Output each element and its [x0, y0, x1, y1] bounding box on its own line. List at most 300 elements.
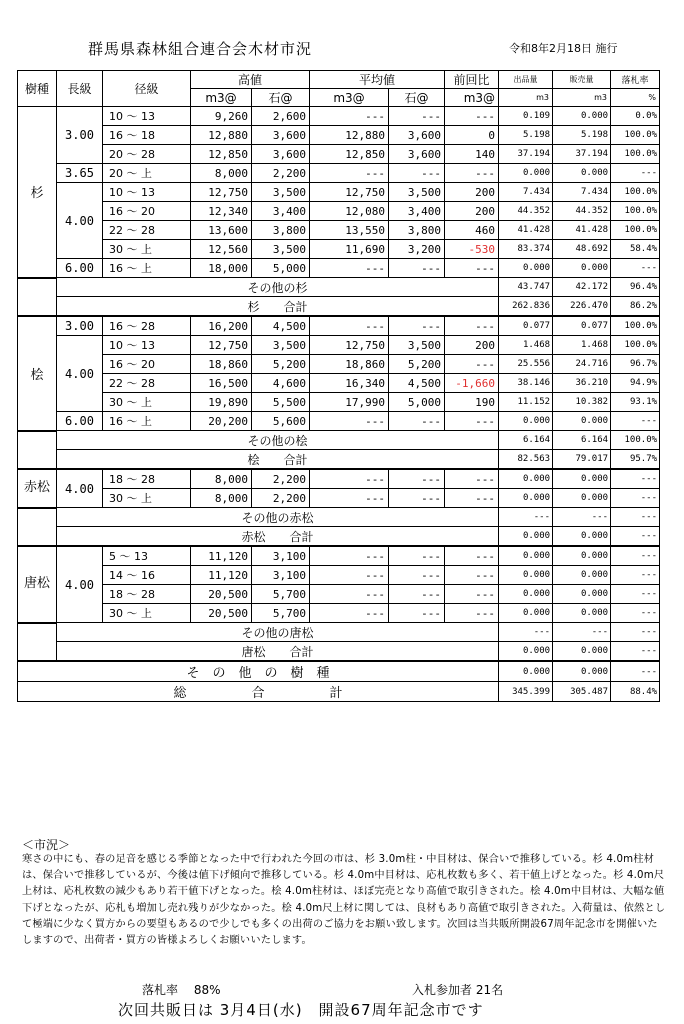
rate-cell: --- — [611, 623, 660, 642]
grand-total-label: 総 合 計 — [18, 682, 499, 702]
rate-cell: 94.9% — [611, 374, 660, 393]
high-koku-cell: 2,200 — [252, 489, 310, 508]
high-koku-cell: 4,500 — [252, 316, 310, 336]
sold-cell: 226.470 — [553, 297, 611, 317]
species-cell: 唐松 — [18, 546, 57, 623]
sold-cell: 24.716 — [553, 355, 611, 374]
diameter-cell: 22 ～ 28 — [103, 221, 191, 240]
diameter-cell: 22 ～ 28 — [103, 374, 191, 393]
prev-diff-cell: --- — [445, 259, 499, 278]
other-species-row — [18, 278, 660, 297]
subtotal-row — [18, 642, 660, 662]
avg-m3-cell: 12,850 — [310, 145, 389, 164]
high-koku-cell: 5,600 — [252, 412, 310, 431]
sold-cell: 10.382 — [553, 393, 611, 412]
high-koku-cell: 2,200 — [252, 164, 310, 183]
high-m3-cell: 16,200 — [191, 316, 252, 336]
rate-cell: 100.0% — [611, 316, 660, 336]
rate-cell: 0.0% — [611, 107, 660, 126]
length-cell: 3.65 — [57, 164, 103, 183]
sold-cell: 42.172 — [553, 278, 611, 297]
rate-cell: --- — [611, 259, 660, 278]
diameter-cell: 30 ～ 上 — [103, 604, 191, 623]
shipped-cell: 43.747 — [499, 278, 553, 297]
length-cell: 4.00 — [57, 183, 103, 259]
high-m3-cell: 8,000 — [191, 489, 252, 508]
avg-m3-cell: --- — [310, 469, 389, 489]
table-row — [18, 183, 660, 202]
table-row — [18, 489, 660, 508]
prev-diff-cell: 200 — [445, 336, 499, 355]
other-tree-species-row — [18, 661, 660, 682]
rate-cell: --- — [611, 489, 660, 508]
diameter-cell: 14 ～ 16 — [103, 566, 191, 585]
shipped-cell: 0.000 — [499, 489, 553, 508]
high-m3-cell: 18,860 — [191, 355, 252, 374]
sold-cell: 41.428 — [553, 221, 611, 240]
header-prev: 前回比 — [445, 71, 499, 89]
shipped-cell: 0.000 — [499, 585, 553, 604]
avg-koku-cell: 5,000 — [389, 393, 445, 412]
rate-cell: --- — [611, 164, 660, 183]
table-row — [18, 107, 660, 126]
shipped-cell: 0.000 — [499, 412, 553, 431]
species-cell-blank — [18, 508, 57, 527]
high-m3-cell: 8,000 — [191, 469, 252, 489]
grand-total-row — [18, 682, 660, 702]
rate-cell: 86.2% — [611, 297, 660, 317]
high-koku-cell: 3,100 — [252, 546, 310, 566]
diameter-cell: 10 ～ 13 — [103, 336, 191, 355]
high-koku-cell: 2,600 — [252, 107, 310, 126]
market-price-table — [17, 70, 660, 702]
table-row — [18, 469, 660, 489]
other-species-row — [18, 623, 660, 642]
table-row — [18, 546, 660, 566]
subtotal-row — [18, 450, 660, 470]
avg-m3-cell: --- — [310, 604, 389, 623]
rate-cell: 100.0% — [611, 126, 660, 145]
header-species: 樹種 — [18, 71, 57, 107]
shipped-cell: 345.399 — [499, 682, 553, 702]
sold-cell: 0.000 — [553, 661, 611, 682]
high-koku-cell: 3,600 — [252, 126, 310, 145]
high-m3-cell: 12,750 — [191, 336, 252, 355]
rate-cell: --- — [611, 585, 660, 604]
sold-cell: 0.000 — [553, 259, 611, 278]
prev-diff-cell: 0 — [445, 126, 499, 145]
prev-diff-cell: -1,660 — [445, 374, 499, 393]
avg-m3-cell: --- — [310, 546, 389, 566]
sold-cell: 79.017 — [553, 450, 611, 470]
species-cell: 赤松 — [18, 469, 57, 508]
rate-cell: --- — [611, 604, 660, 623]
prev-diff-cell: --- — [445, 604, 499, 623]
avg-koku-cell: 3,500 — [389, 183, 445, 202]
shipped-cell: 0.077 — [499, 316, 553, 336]
prev-diff-cell: 460 — [445, 221, 499, 240]
high-koku-cell: 4,600 — [252, 374, 310, 393]
prev-diff-cell: --- — [445, 585, 499, 604]
diameter-cell: 16 ～ 上 — [103, 412, 191, 431]
shipped-cell: 83.374 — [499, 240, 553, 259]
rate-cell: 100.0% — [611, 221, 660, 240]
other-label-cell: その他の赤松 — [57, 508, 499, 527]
species-cell-blank — [18, 527, 57, 547]
shipped-cell: 0.000 — [499, 642, 553, 662]
rate-cell: 96.4% — [611, 278, 660, 297]
avg-koku-cell: --- — [389, 316, 445, 336]
sold-cell: 0.000 — [553, 412, 611, 431]
length-cell: 4.00 — [57, 469, 103, 508]
high-m3-cell: 11,120 — [191, 566, 252, 585]
subtotal-label-cell: 杉 合計 — [57, 297, 499, 317]
avg-koku-cell: --- — [389, 259, 445, 278]
avg-m3-cell: --- — [310, 316, 389, 336]
rate-cell: --- — [611, 527, 660, 547]
high-m3-cell: 12,880 — [191, 126, 252, 145]
high-koku-cell: 5,200 — [252, 355, 310, 374]
shipped-cell: 44.352 — [499, 202, 553, 221]
sold-cell: 37.194 — [553, 145, 611, 164]
prev-diff-cell: --- — [445, 412, 499, 431]
high-m3-cell: 12,750 — [191, 183, 252, 202]
species-cell: 桧 — [18, 316, 57, 431]
prev-diff-cell: 200 — [445, 183, 499, 202]
rate-cell: --- — [611, 566, 660, 585]
table-row — [18, 164, 660, 183]
market-heading: ＜市況＞ — [22, 838, 71, 852]
shipped-cell: 7.434 — [499, 183, 553, 202]
sold-cell: 305.487 — [553, 682, 611, 702]
shipped-cell: 25.556 — [499, 355, 553, 374]
prev-diff-cell: --- — [445, 566, 499, 585]
rate-cell: 95.7% — [611, 450, 660, 470]
rate-cell: --- — [611, 546, 660, 566]
avg-m3-cell: 11,690 — [310, 240, 389, 259]
prev-diff-cell: 140 — [445, 145, 499, 164]
species-cell-blank — [18, 297, 57, 317]
length-cell: 4.00 — [57, 336, 103, 412]
table-row — [18, 393, 660, 412]
other-species-row — [18, 431, 660, 450]
species-cell-blank — [18, 431, 57, 450]
avg-m3-cell: 17,990 — [310, 393, 389, 412]
shipped-cell: 0.109 — [499, 107, 553, 126]
avg-m3-cell: --- — [310, 585, 389, 604]
diameter-cell: 16 ～ 20 — [103, 355, 191, 374]
table-row — [18, 221, 660, 240]
avg-koku-cell: --- — [389, 604, 445, 623]
high-m3-cell: 20,200 — [191, 412, 252, 431]
other-species-row — [18, 508, 660, 527]
sold-cell: 0.077 — [553, 316, 611, 336]
rate-cell: 100.0% — [611, 145, 660, 164]
unit-avg-m3: m3@ — [310, 89, 389, 107]
shipped-cell: --- — [499, 623, 553, 642]
sold-cell: 0.000 — [553, 469, 611, 489]
sold-cell: 5.198 — [553, 126, 611, 145]
species-cell-blank — [18, 623, 57, 642]
unit-shipped: m3 — [499, 89, 553, 107]
avg-m3-cell: 12,750 — [310, 336, 389, 355]
unit-sold: m3 — [553, 89, 611, 107]
rate-cell: 96.7% — [611, 355, 660, 374]
high-koku-cell: 5,700 — [252, 585, 310, 604]
avg-m3-cell: 12,080 — [310, 202, 389, 221]
shipped-cell: 11.152 — [499, 393, 553, 412]
sold-cell: --- — [553, 508, 611, 527]
bidder-count: 入札参加者 21名 — [412, 983, 504, 997]
diameter-cell: 30 ～ 上 — [103, 240, 191, 259]
high-m3-cell: 18,000 — [191, 259, 252, 278]
shipped-cell: 0.000 — [499, 469, 553, 489]
sold-cell: 0.000 — [553, 164, 611, 183]
high-m3-cell: 16,500 — [191, 374, 252, 393]
prev-diff-cell: 200 — [445, 202, 499, 221]
other-label-cell: その他の唐松 — [57, 623, 499, 642]
rate-cell: --- — [611, 508, 660, 527]
length-cell: 3.00 — [57, 107, 103, 164]
high-koku-cell: 3,500 — [252, 183, 310, 202]
table-row — [18, 566, 660, 585]
diameter-cell: 20 ～ 上 — [103, 164, 191, 183]
subtotal-label-cell: 赤松 合計 — [57, 527, 499, 547]
avg-m3-cell: --- — [310, 164, 389, 183]
sold-cell: 44.352 — [553, 202, 611, 221]
shipped-cell: 0.000 — [499, 259, 553, 278]
unit-high-koku: 石@ — [252, 89, 310, 107]
high-m3-cell: 12,560 — [191, 240, 252, 259]
avg-koku-cell: --- — [389, 546, 445, 566]
avg-m3-cell: --- — [310, 566, 389, 585]
subtotal-row — [18, 297, 660, 317]
subtotal-label-cell: 桧 合計 — [57, 450, 499, 470]
diameter-cell: 16 ～ 20 — [103, 202, 191, 221]
rate-cell: 100.0% — [611, 202, 660, 221]
unit-prev: m3@ — [445, 89, 499, 107]
high-koku-cell: 5,000 — [252, 259, 310, 278]
overall-bid-rate: 落札率 88% — [142, 983, 221, 997]
table-row — [18, 355, 660, 374]
sold-cell: 0.000 — [553, 546, 611, 566]
sold-cell: 0.000 — [553, 527, 611, 547]
header-length: 長級 — [57, 71, 103, 107]
length-cell: 4.00 — [57, 546, 103, 623]
sold-cell: 0.000 — [553, 585, 611, 604]
avg-koku-cell: --- — [389, 585, 445, 604]
diameter-cell: 18 ～ 28 — [103, 585, 191, 604]
avg-koku-cell: 3,400 — [389, 202, 445, 221]
high-koku-cell: 3,100 — [252, 566, 310, 585]
prev-diff-cell: --- — [445, 546, 499, 566]
avg-koku-cell: 5,200 — [389, 355, 445, 374]
prev-diff-cell: --- — [445, 489, 499, 508]
header-rate: 落札率 — [611, 71, 660, 89]
other-label-cell: その他の桧 — [57, 431, 499, 450]
diameter-cell: 18 ～ 28 — [103, 469, 191, 489]
length-cell: 6.00 — [57, 259, 103, 278]
market-commentary: 寒さの中にも、春の足音を感じる季節となった中で行われた今回の市は、杉 3.0m柱・中目材は、保合いで推移している。杉 4.0m柱材は、保合いで推移しているが、今後は値下げ傾向で推移している。杉 4.0m中目材は、応札枚数も多く、若干値上げとなった。杉 4.0m尺上材は、応札枚数の減少もあり若干値下げとなった。桧 4.0m柱材は、ほぼ完売となり高値で取引きされた。桧 4.0m中目材は、大幅な値下げとなったが、応札も増加し売れ残りが少なかった。桧 4.0m尺上材に関しては、良材もあり高値で取引きされた。入荷量は、依然として極端に少なく買方からの要望もあるので少しでも多くの出荷のご協力をお願い致します。次回は当共販所開設67周年記念市を開催いたしますので、出荷者・買方の皆様よろしくお願いいたします。 — [22, 854, 666, 947]
shipped-cell: 41.428 — [499, 221, 553, 240]
table-row — [18, 336, 660, 355]
table-body — [18, 107, 660, 702]
high-m3-cell: 20,500 — [191, 604, 252, 623]
high-m3-cell: 13,600 — [191, 221, 252, 240]
prev-diff-cell: --- — [445, 469, 499, 489]
avg-m3-cell: --- — [310, 259, 389, 278]
high-m3-cell: 8,000 — [191, 164, 252, 183]
avg-koku-cell: --- — [389, 469, 445, 489]
species-cell: 杉 — [18, 107, 57, 278]
sold-cell: 0.000 — [553, 489, 611, 508]
species-cell-blank — [18, 642, 57, 662]
avg-m3-cell: --- — [310, 107, 389, 126]
table-row — [18, 202, 660, 221]
avg-m3-cell: 12,880 — [310, 126, 389, 145]
shipped-cell: 0.000 — [499, 164, 553, 183]
avg-koku-cell: 3,500 — [389, 336, 445, 355]
sold-cell: 0.000 — [553, 642, 611, 662]
table-row — [18, 374, 660, 393]
table-row — [18, 126, 660, 145]
diameter-cell: 16 ～ 上 — [103, 259, 191, 278]
table-row — [18, 604, 660, 623]
diameter-cell: 10 ～ 13 — [103, 107, 191, 126]
high-m3-cell: 19,890 — [191, 393, 252, 412]
prev-diff-cell: -530 — [445, 240, 499, 259]
table-row — [18, 240, 660, 259]
subtotal-label-cell: 唐松 合計 — [57, 642, 499, 662]
high-koku-cell: 3,600 — [252, 145, 310, 164]
high-m3-cell: 20,500 — [191, 585, 252, 604]
avg-koku-cell: --- — [389, 566, 445, 585]
avg-koku-cell: 3,600 — [389, 145, 445, 164]
avg-m3-cell: 18,860 — [310, 355, 389, 374]
high-koku-cell: 2,200 — [252, 469, 310, 489]
prev-diff-cell: --- — [445, 164, 499, 183]
species-cell-blank — [18, 450, 57, 470]
rate-cell: --- — [611, 642, 660, 662]
shipped-cell: 37.194 — [499, 145, 553, 164]
shipped-cell: 0.000 — [499, 566, 553, 585]
diameter-cell: 30 ～ 上 — [103, 393, 191, 412]
sold-cell: --- — [553, 623, 611, 642]
shipped-cell: 1.468 — [499, 336, 553, 355]
high-koku-cell: 5,500 — [252, 393, 310, 412]
rate-cell: 58.4% — [611, 240, 660, 259]
diameter-cell: 20 ～ 28 — [103, 145, 191, 164]
shipped-cell: 0.000 — [499, 604, 553, 623]
shipped-cell: --- — [499, 508, 553, 527]
avg-m3-cell: 16,340 — [310, 374, 389, 393]
avg-koku-cell: --- — [389, 107, 445, 126]
unit-high-m3: m3@ — [191, 89, 252, 107]
avg-m3-cell: --- — [310, 489, 389, 508]
header-diameter: 径級 — [103, 71, 191, 107]
sold-cell: 36.210 — [553, 374, 611, 393]
high-m3-cell: 11,120 — [191, 546, 252, 566]
next-sale-notice: 次回共販日は 3月4日(水) 開設67周年記念市です — [118, 1001, 484, 1019]
diameter-cell: 5 ～ 13 — [103, 546, 191, 566]
table-row — [18, 316, 660, 336]
rate-cell: 100.0% — [611, 336, 660, 355]
prev-diff-cell: --- — [445, 355, 499, 374]
table-row — [18, 145, 660, 164]
table-row — [18, 259, 660, 278]
shipped-cell: 0.000 — [499, 661, 553, 682]
sold-cell: 1.468 — [553, 336, 611, 355]
sold-cell: 7.434 — [553, 183, 611, 202]
header-shipped: 出品量 — [499, 71, 553, 89]
rate-cell: --- — [611, 661, 660, 682]
shipped-cell: 0.000 — [499, 527, 553, 547]
rate-cell: 93.1% — [611, 393, 660, 412]
avg-koku-cell: --- — [389, 412, 445, 431]
high-koku-cell: 5,700 — [252, 604, 310, 623]
high-m3-cell: 12,850 — [191, 145, 252, 164]
shipped-cell: 82.563 — [499, 450, 553, 470]
avg-koku-cell: 3,200 — [389, 240, 445, 259]
avg-koku-cell: 4,500 — [389, 374, 445, 393]
avg-koku-cell: --- — [389, 164, 445, 183]
sold-cell: 0.000 — [553, 566, 611, 585]
other-tree-species-label: そ の 他 の 樹 種 — [18, 661, 499, 682]
shipped-cell: 0.000 — [499, 546, 553, 566]
page-title: 群馬県森林組合連合会木材市況 — [88, 40, 313, 58]
shipped-cell: 38.146 — [499, 374, 553, 393]
high-m3-cell: 9,260 — [191, 107, 252, 126]
length-cell: 3.00 — [57, 316, 103, 336]
header-high: 高値 — [191, 71, 310, 89]
shipped-cell: 5.198 — [499, 126, 553, 145]
prev-diff-cell: 190 — [445, 393, 499, 412]
sale-date: 令和8年2月18日 施行 — [509, 42, 618, 55]
header-avg: 平均値 — [310, 71, 445, 89]
unit-rate: % — [611, 89, 660, 107]
high-koku-cell: 3,400 — [252, 202, 310, 221]
sold-cell: 0.000 — [553, 604, 611, 623]
header-sold: 販売量 — [553, 71, 611, 89]
high-koku-cell: 3,500 — [252, 240, 310, 259]
high-koku-cell: 3,500 — [252, 336, 310, 355]
table-row — [18, 585, 660, 604]
shipped-cell: 262.836 — [499, 297, 553, 317]
avg-koku-cell: --- — [389, 489, 445, 508]
species-cell-blank — [18, 278, 57, 297]
diameter-cell: 16 ～ 18 — [103, 126, 191, 145]
diameter-cell: 16 ～ 28 — [103, 316, 191, 336]
avg-m3-cell: --- — [310, 412, 389, 431]
high-koku-cell: 3,800 — [252, 221, 310, 240]
avg-m3-cell: 13,550 — [310, 221, 389, 240]
sold-cell: 0.000 — [553, 107, 611, 126]
rate-cell: --- — [611, 412, 660, 431]
prev-diff-cell: --- — [445, 107, 499, 126]
sold-cell: 48.692 — [553, 240, 611, 259]
unit-avg-koku: 石@ — [389, 89, 445, 107]
table-row — [18, 412, 660, 431]
rate-cell: 100.0% — [611, 183, 660, 202]
table-header — [18, 71, 660, 107]
rate-cell: --- — [611, 469, 660, 489]
avg-koku-cell: 3,800 — [389, 221, 445, 240]
subtotal-row — [18, 527, 660, 547]
avg-m3-cell: 12,750 — [310, 183, 389, 202]
rate-cell: 100.0% — [611, 431, 660, 450]
prev-diff-cell: --- — [445, 316, 499, 336]
avg-koku-cell: 3,600 — [389, 126, 445, 145]
